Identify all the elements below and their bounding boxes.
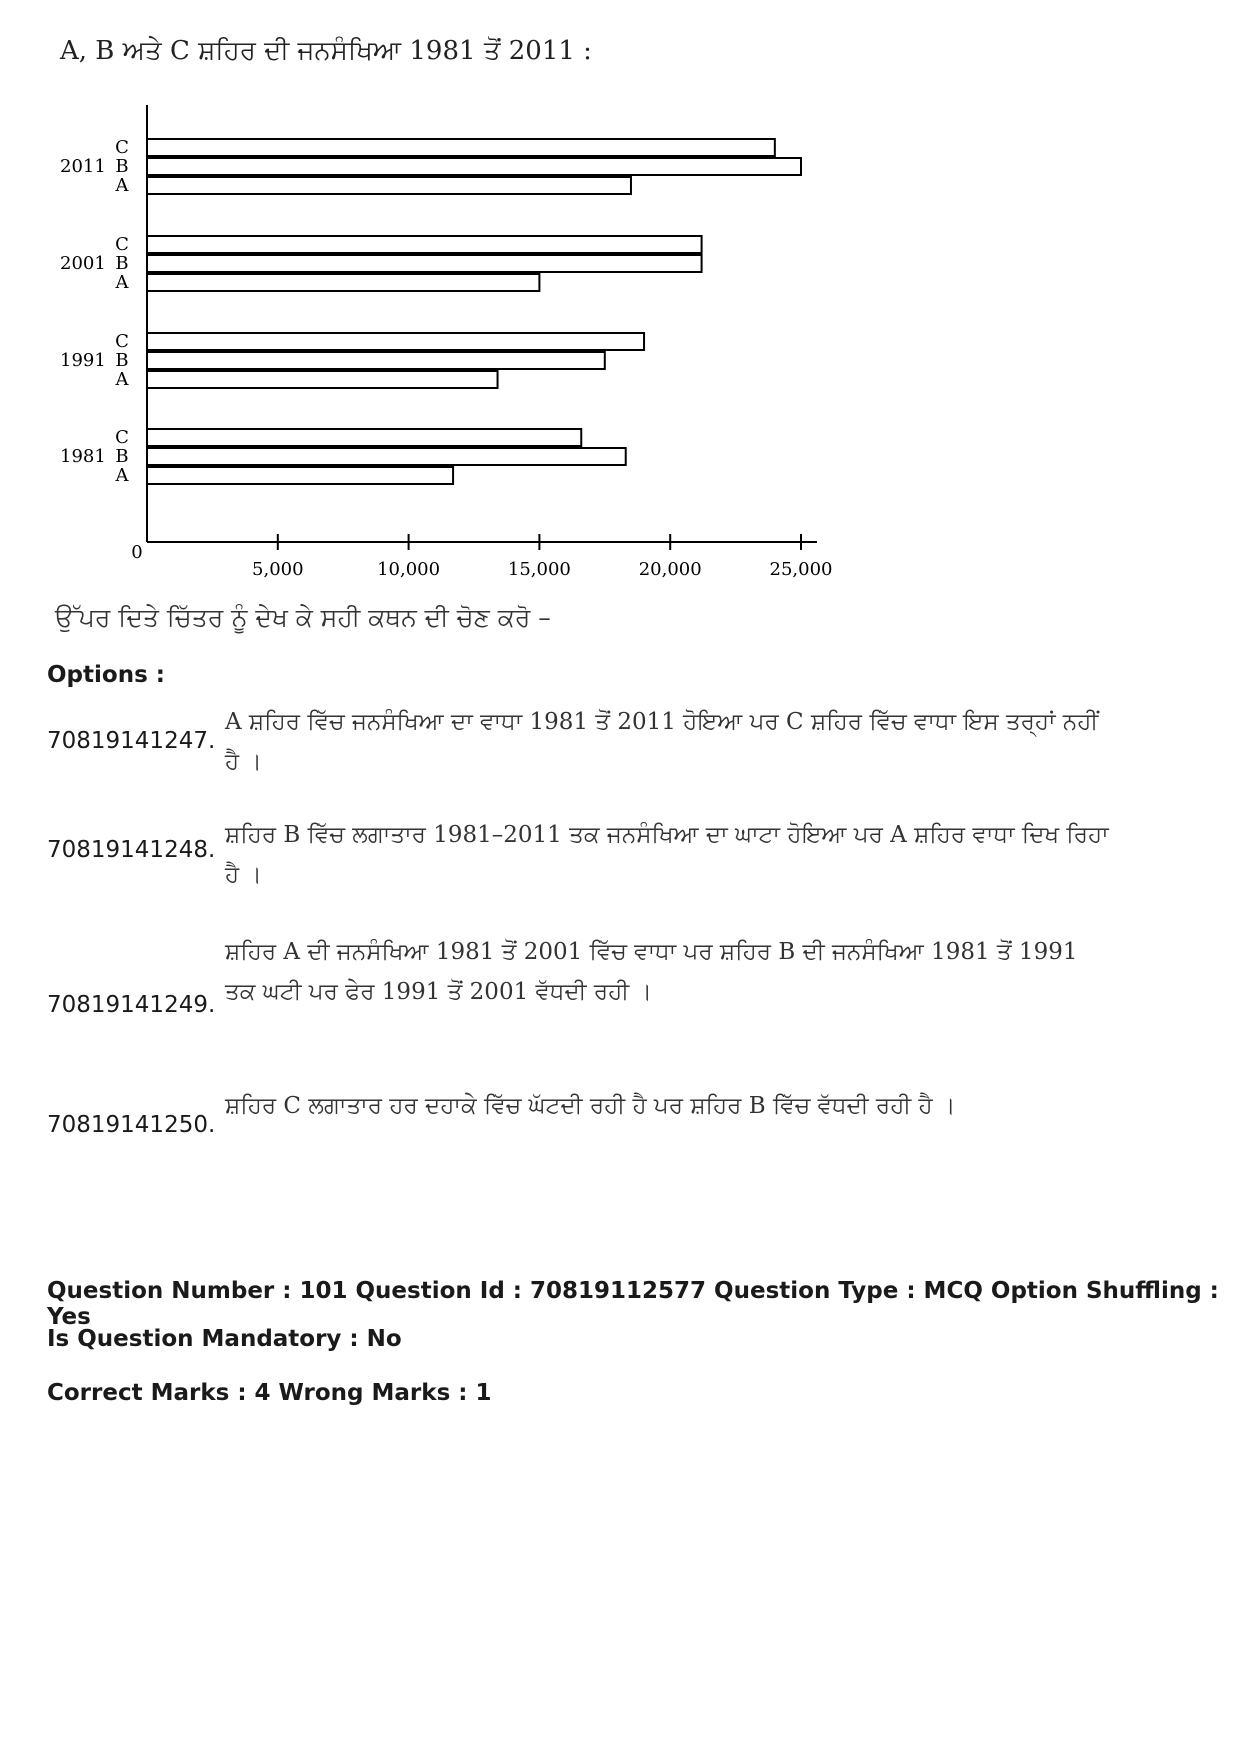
option-4-id: 70819141250. (47, 1112, 216, 1138)
category-label: 2011 (60, 156, 106, 177)
bar-chart (40, 95, 860, 585)
series-label: C (115, 331, 129, 352)
series-label: A (115, 272, 129, 293)
option-3-id: 70819141249. (47, 992, 216, 1018)
bar (147, 177, 631, 194)
marks-line: Correct Marks : 4 Wrong Marks : 1 (47, 1380, 492, 1406)
bar (147, 236, 702, 253)
option-2-id: 70819141248. (47, 837, 216, 863)
bar (147, 274, 539, 291)
x-tick-label: 10,000 (377, 559, 441, 580)
question-meta-line: Question Number : 101 Question Id : 70819112577 Question Type : MCQ Option Shuffling : Yes (47, 1278, 1219, 1330)
category-label: 1991 (60, 350, 106, 371)
series-label: C (115, 137, 129, 158)
bar (147, 371, 498, 388)
series-label: A (115, 465, 129, 486)
option-4-text[interactable]: ਸ਼ਹਿਰ C ਲਗਾਤਾਰ ਹਰ ਦਹਾਕੇ ਵਿੱਚ ਘੱਟਦੀ ਰਹੀ ਹੈ ਪਰ ਸ਼ਹਿਰ B ਵਿੱਚ ਵੱਧਦੀ ਰਹੀ ਹੈ । (225, 1093, 956, 1119)
option-1-text[interactable]: A ਸ਼ਹਿਰ ਵਿੱਚ ਜਨਸੰਖਿਆ ਦਾ ਵਾਧਾ 1981 ਤੋਂ 2011 ਹੋਇਆ ਪਰ C ਸ਼ਹਿਰ ਵਿੱਚ ਵਾਧਾ ਇਸ ਤਰ੍ਹਾਂ ਨਹੀਂ ਹੈ । (225, 709, 1099, 775)
option-3-text[interactable]: ਸ਼ਹਿਰ A ਦੀ ਜਨਸੰਖਿਆ 1981 ਤੋਂ 2001 ਵਿੱਚ ਵਾਧਾ ਪਰ ਸ਼ਹਿਰ B ਦੀ ਜਨਸੰਖਿਆ 1981 ਤੋਂ 1991 ਤਕ ਘਟੀ ਪਰ ਫੇਰ 1991 ਤੋਂ 2001 ਵੱਧਦੀ ਰਹੀ । (225, 939, 1078, 1005)
series-label: C (115, 234, 129, 255)
option-2-text[interactable]: ਸ਼ਹਿਰ B ਵਿੱਚ ਲਗਾਤਾਰ 1981–2011 ਤਕ ਜਨਸੰਖਿਆ ਦਾ ਘਾਟਾ ਹੋਇਆ ਪਰ A ਸ਼ਹਿਰ ਵਾਧਾ ਦਿਖ ਰਿਹਾ ਹੈ । (225, 822, 1109, 888)
x-tick-label: 20,000 (638, 559, 702, 580)
bar (147, 352, 605, 369)
series-label: B (115, 446, 129, 467)
series-label: B (115, 156, 129, 177)
series-label: B (115, 350, 129, 371)
x-tick-label: 25,000 (769, 559, 833, 580)
bar (147, 255, 702, 272)
series-label: C (115, 427, 129, 448)
bar (147, 467, 453, 484)
options-label: Options : (47, 662, 165, 688)
question-instruction: ਉੱਪਰ ਦਿਤੇ ਚਿੱਤਰ ਨੂੰ ਦੇਖ ਕੇ ਸਹੀ ਕਥਨ ਦੀ ਚੋਣ ਕਰੋ – (55, 603, 551, 632)
series-label: A (115, 175, 129, 196)
bar (147, 333, 644, 350)
category-label: 1981 (60, 446, 106, 467)
category-label: 2001 (60, 253, 106, 274)
bar (147, 429, 581, 446)
series-label: B (115, 253, 129, 274)
option-1-id: 70819141247. (47, 728, 216, 754)
x-tick-label: 0 (131, 542, 143, 563)
bar (147, 448, 626, 465)
mandatory-line: Is Question Mandatory : No (47, 1326, 402, 1352)
x-tick-label: 15,000 (507, 559, 571, 580)
question-title: A, B ਅਤੇ C ਸ਼ਹਿਰ ਦੀ ਜਨਸੰਖਿਆ 1981 ਤੋਂ 2011 : (60, 36, 592, 66)
series-label: A (115, 369, 129, 390)
x-tick-label: 5,000 (252, 559, 304, 580)
bar (147, 158, 801, 175)
bar (147, 139, 775, 156)
